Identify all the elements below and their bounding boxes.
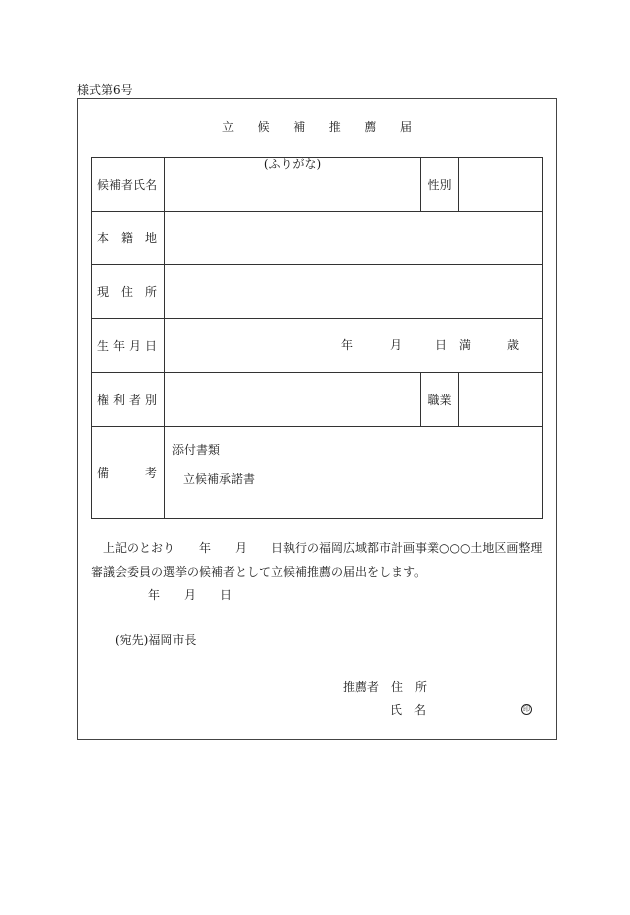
rights-holder-label-cell: [91, 372, 165, 427]
declaration-line-1: 上記のとおり 年 月 日執行の福岡広域都市計画事業○○○土地区画整理: [103, 541, 543, 555]
birth-month-unit: 月: [390, 338, 403, 352]
form-number: 様式第6号: [77, 83, 133, 97]
remarks-label: 備 考: [97, 465, 157, 480]
current-address-label-cell: [91, 264, 165, 319]
candidate-name-label-cell: [91, 157, 165, 212]
seal-mark: 印: [523, 705, 530, 713]
recommender-name-label: 氏 名: [390, 703, 426, 717]
birth-date-field: [164, 318, 543, 373]
remarks-field: [164, 426, 543, 519]
domicile-label: 本 籍 地: [97, 231, 157, 245]
age-prefix: 満: [459, 338, 472, 352]
recommender-address-label: 住 所: [391, 680, 427, 694]
attachments-heading: 添付書類: [172, 443, 221, 457]
sex-label-cell: [420, 157, 459, 212]
occupation-label-cell: [420, 372, 459, 427]
furigana-label: (ふりがな): [263, 157, 322, 171]
birth-day-unit: 日: [435, 338, 448, 352]
candidate-name-field: [164, 157, 421, 212]
remarks-label-cell: [91, 426, 165, 519]
sex-label: 性別: [427, 177, 452, 192]
birth-date-label: 生 年 月 日: [97, 338, 157, 353]
attachment-item: 立候補承諾書: [183, 472, 256, 486]
age-unit: 歳: [507, 338, 520, 352]
form-title: 立 候 補 推 薦 届: [222, 120, 412, 134]
rights-holder-label: 権 利 者 別: [97, 392, 157, 407]
addressee: (宛先)福岡市長: [115, 633, 197, 647]
candidate-name-label: 候 補 者 氏 名: [97, 177, 158, 192]
sex-field: [458, 157, 543, 212]
recommender-label: 推薦者: [343, 680, 380, 694]
domicile-label-cell: [91, 211, 165, 265]
occupation-label: 職業: [427, 392, 452, 407]
declaration-line-2: 審議会委員の選挙の候補者として立候補推薦の届出をします。: [91, 565, 427, 579]
birth-year-unit: 年: [341, 338, 354, 352]
domicile-field: [164, 211, 543, 265]
occupation-field: [458, 372, 543, 427]
rights-holder-field: [164, 372, 421, 427]
birth-date-label-cell: [91, 318, 165, 373]
declaration-date: 年 月 日: [148, 588, 233, 602]
current-address-field: [164, 264, 543, 319]
current-address-label: 現 住 所: [97, 284, 157, 299]
